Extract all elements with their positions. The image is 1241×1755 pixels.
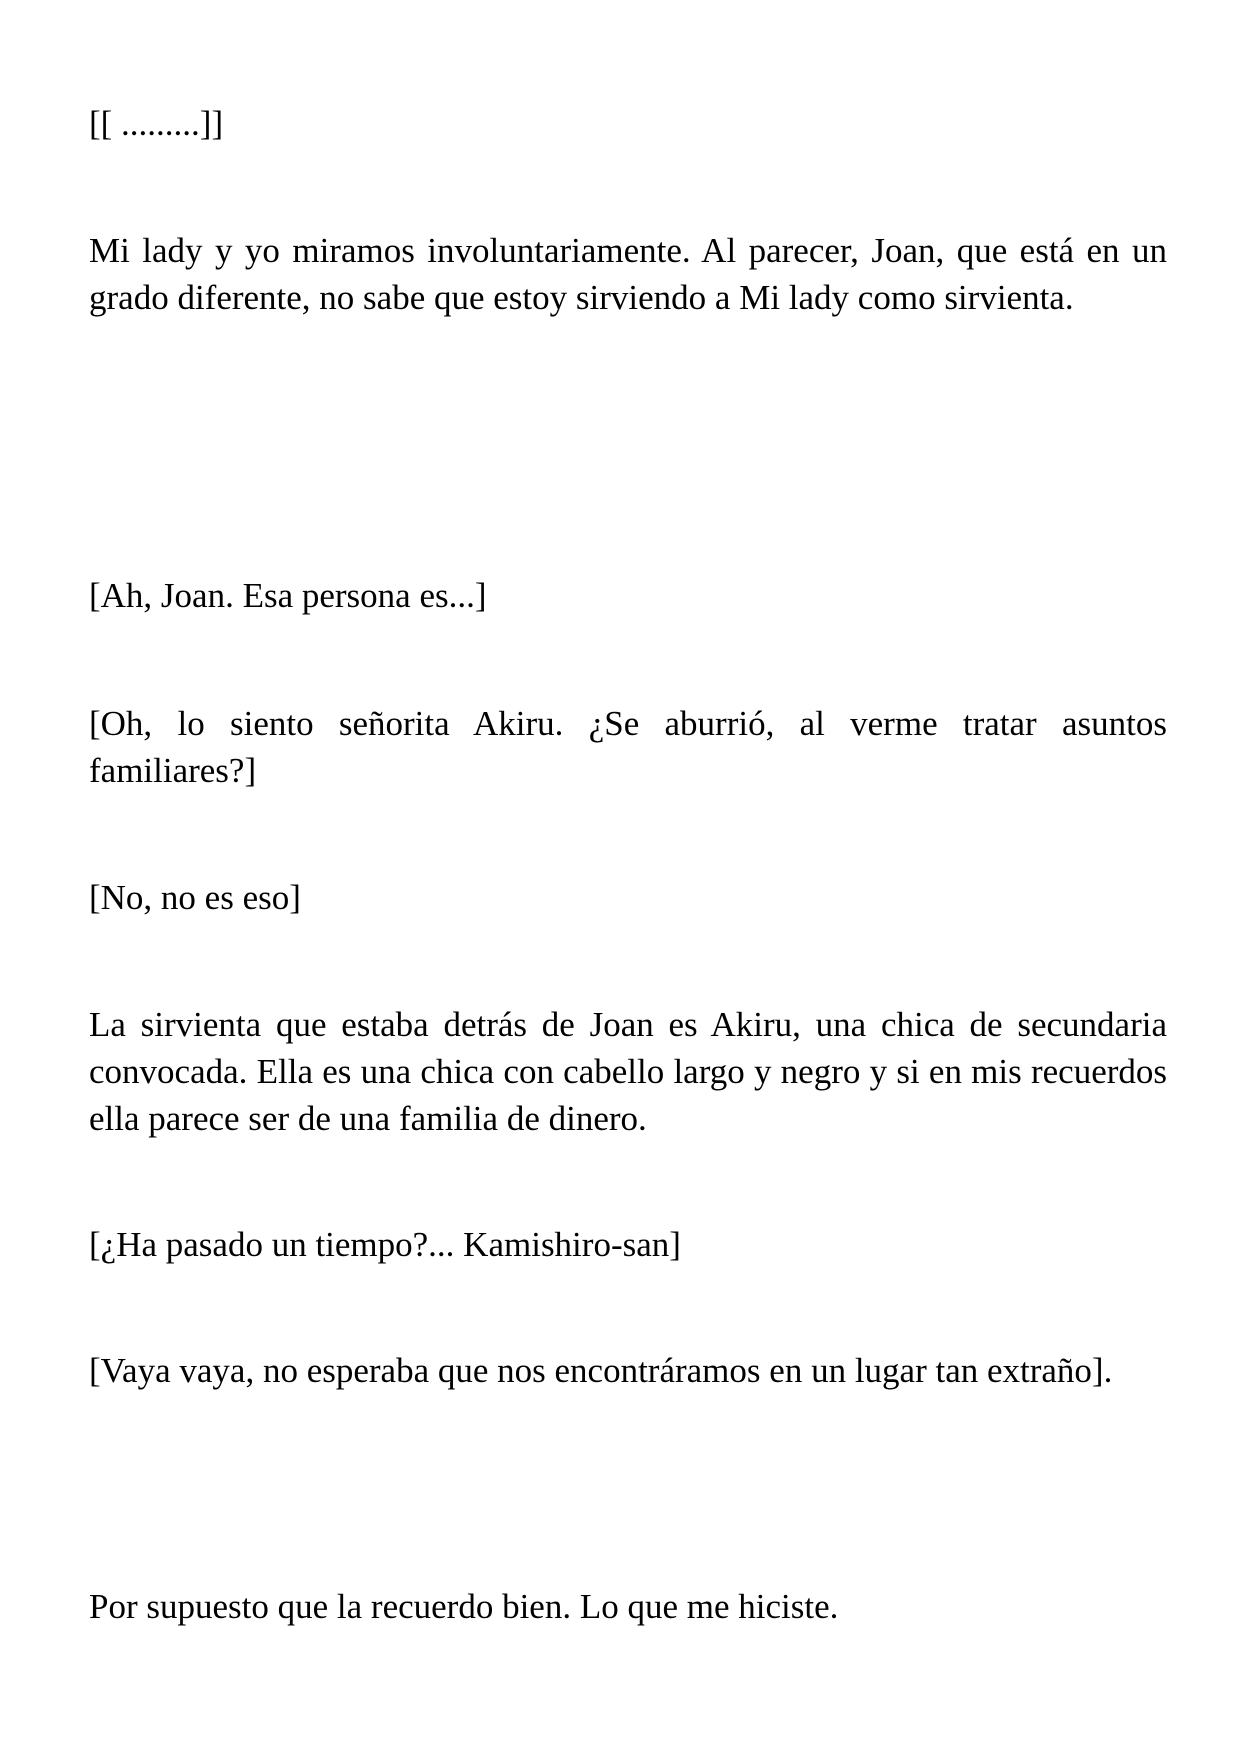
paragraph-5: [No, no es eso] xyxy=(89,878,301,917)
paragraph-3: [Ah, Joan. Esa persona es...] xyxy=(89,576,487,615)
paragraph-4: [Oh, lo siento señorita Akiru. ¿Se aburrió, al verme tratar asuntos familiares?] xyxy=(89,704,1167,790)
paragraph-9: Por supuesto que la recuerdo bien. Lo que me hiciste. xyxy=(89,1587,839,1626)
paragraph-2: Mi lady y yo miramos involuntariamente. Al parecer, Joan, que está en un grado diferente, no sabe que estoy sirviendo a Mi lady como sirvienta. xyxy=(89,231,1167,317)
paragraph-8: [Vaya vaya, no esperaba que nos encontráramos en un lugar tan extraño]. xyxy=(89,1351,1113,1390)
paragraph-1: [[ .........]] xyxy=(89,104,224,143)
paragraph-7: [¿Ha pasado un tiempo?... Kamishiro-san] xyxy=(89,1225,681,1264)
paragraph-6: La sirvienta que estaba detrás de Joan es Akiru, una chica de secundaria convocada. Ella es una chica con cabello largo y negro y si en mis recuerdos ella parece ser de una familia de dinero. xyxy=(89,1005,1167,1138)
